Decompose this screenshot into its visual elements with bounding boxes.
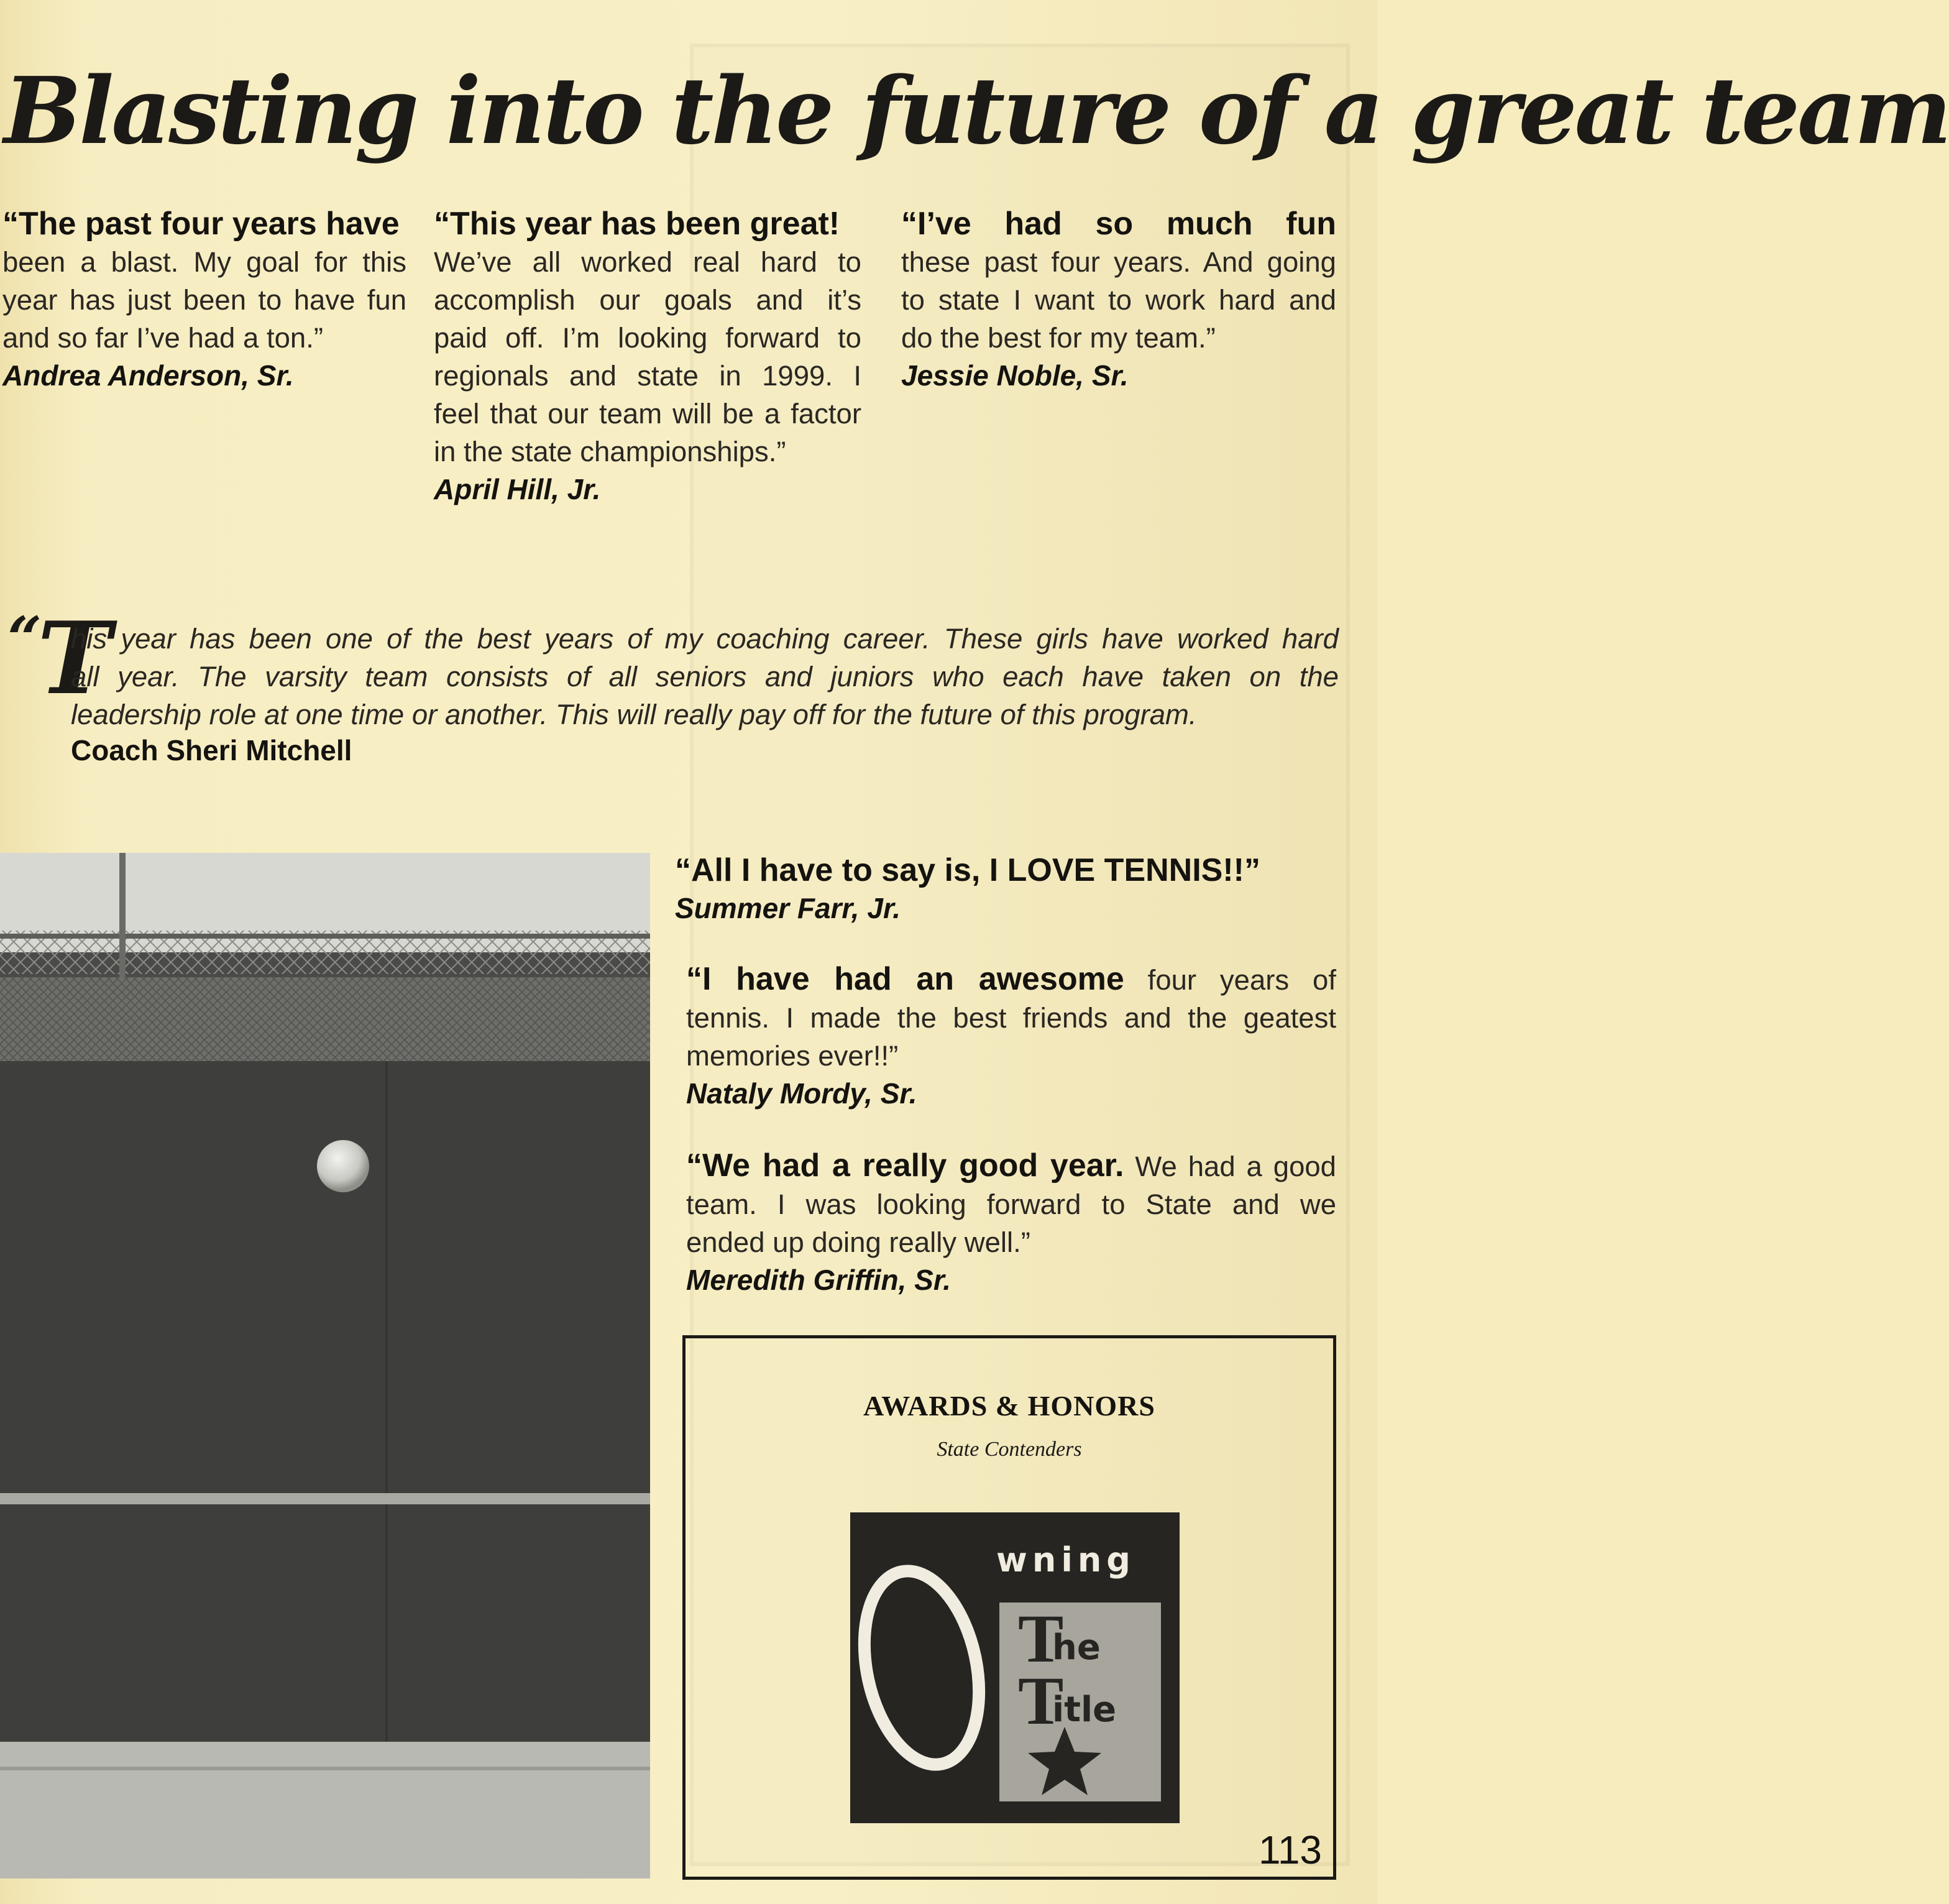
- open-quote-mark: “: [7, 604, 42, 674]
- quote-lead: “I’ve had so much fun: [901, 206, 1336, 242]
- quote-author: Andrea Anderson, Sr.: [2, 359, 294, 392]
- coach-quote-text: [71, 620, 1339, 734]
- quote-april-hill: [434, 205, 861, 508]
- page-headline: Blasting into the future of a great team: [4, 57, 1949, 165]
- court-line: [0, 1493, 650, 1504]
- coach-line: his year has been one of the best years of my coaching career. These girls have worked hard: [71, 623, 1339, 655]
- logo-word-he: he: [1052, 1627, 1101, 1668]
- windscreen-seam: [385, 1061, 388, 1742]
- court-surface: [0, 1742, 650, 1879]
- windscreen-top: [0, 977, 650, 1064]
- awards-title: AWARDS & HONORS: [863, 1390, 1155, 1422]
- quote-line: been a blast. My goal for this: [2, 246, 406, 278]
- quote-line: memories ever!!”: [686, 1040, 899, 1072]
- quote-meredith-griffin: [686, 1147, 1336, 1299]
- quote-line: ended up doing really well.”: [686, 1226, 1030, 1258]
- quote-nataly-mordy: [686, 960, 1336, 1113]
- coach-line: all year. The varsity team consists of all seniors and juniors who each have taken on the: [71, 661, 1339, 692]
- coach-line: leadership role at one time or another. This will really pay off for the future of this program.: [71, 699, 1197, 730]
- awards-subtitle: State Contenders: [937, 1438, 1082, 1461]
- quote-line: team. I was looking forward to State and we: [686, 1189, 1336, 1220]
- quote-author: Summer Farr, Jr.: [675, 892, 901, 924]
- tennis-ball-photo: [0, 853, 650, 1879]
- fence-top-rail: [0, 934, 650, 939]
- quote-lead: “I have had an awesome: [686, 961, 1124, 997]
- quote-line: in the state championships.”: [434, 436, 786, 467]
- quote-line: accomplish our goals and it’s: [434, 284, 861, 316]
- photo-illustration: [0, 853, 650, 1879]
- quote-author: Meredith Griffin, Sr.: [686, 1264, 951, 1296]
- logo-t-title: T: [1018, 1663, 1064, 1739]
- quote-author: Jessie Noble, Sr.: [901, 359, 1129, 392]
- quote-andrea-anderson: [2, 205, 406, 395]
- quote-line: year has just been to have fun: [2, 284, 406, 316]
- quote-line: regionals and state in 1999. I: [434, 360, 861, 392]
- logo-t-the: T: [1018, 1601, 1064, 1676]
- quote-author: Nataly Mordy, Sr.: [686, 1077, 917, 1110]
- quote-line: feel that our team will be a factor: [434, 398, 861, 430]
- quote-lead-continuation: We had a good: [1135, 1151, 1336, 1182]
- quote-author: April Hill, Jr.: [434, 473, 601, 505]
- quote-line: to state I want to work hard and: [901, 284, 1336, 316]
- quote-line: tennis. I made the best friends and the geatest: [686, 1002, 1336, 1034]
- page-number: 113: [1258, 1828, 1322, 1872]
- quote-line: do the best for my team.”: [901, 322, 1216, 354]
- court-edge: [0, 1767, 650, 1770]
- awards-honors-box: [682, 1335, 1336, 1880]
- drop-cap: T: [37, 600, 112, 717]
- quote-line: and so far I’ve had a ton.”: [2, 322, 323, 354]
- quote-lead: “We had a really good year.: [686, 1147, 1124, 1184]
- quote-lead: “This year has been great!: [434, 206, 840, 242]
- coach-name: Coach Sheri Mitchell: [71, 734, 352, 766]
- logo-word-itle: itle: [1052, 1690, 1117, 1730]
- quote-line: paid off. I’m looking forward to: [434, 322, 861, 354]
- quote-first-line: [686, 1147, 1336, 1185]
- quote-summer-farr: [675, 852, 1346, 927]
- quote-line: these past four years. And going: [901, 246, 1336, 278]
- quote-line: We’ve all worked real hard to: [434, 246, 861, 278]
- quote-lead: “All I have to say is, I LOVE TENNIS!!”: [675, 852, 1260, 888]
- quote-lead: “The past four years have: [2, 206, 400, 242]
- quote-lead-continuation: four years of: [1147, 964, 1336, 996]
- logo-word-wning: wning: [996, 1540, 1135, 1580]
- tennis-ball: [317, 1140, 369, 1192]
- quote-jessie-noble: [901, 205, 1336, 395]
- quote-first-line: [686, 960, 1336, 999]
- owning-the-title-logo: [850, 1512, 1180, 1823]
